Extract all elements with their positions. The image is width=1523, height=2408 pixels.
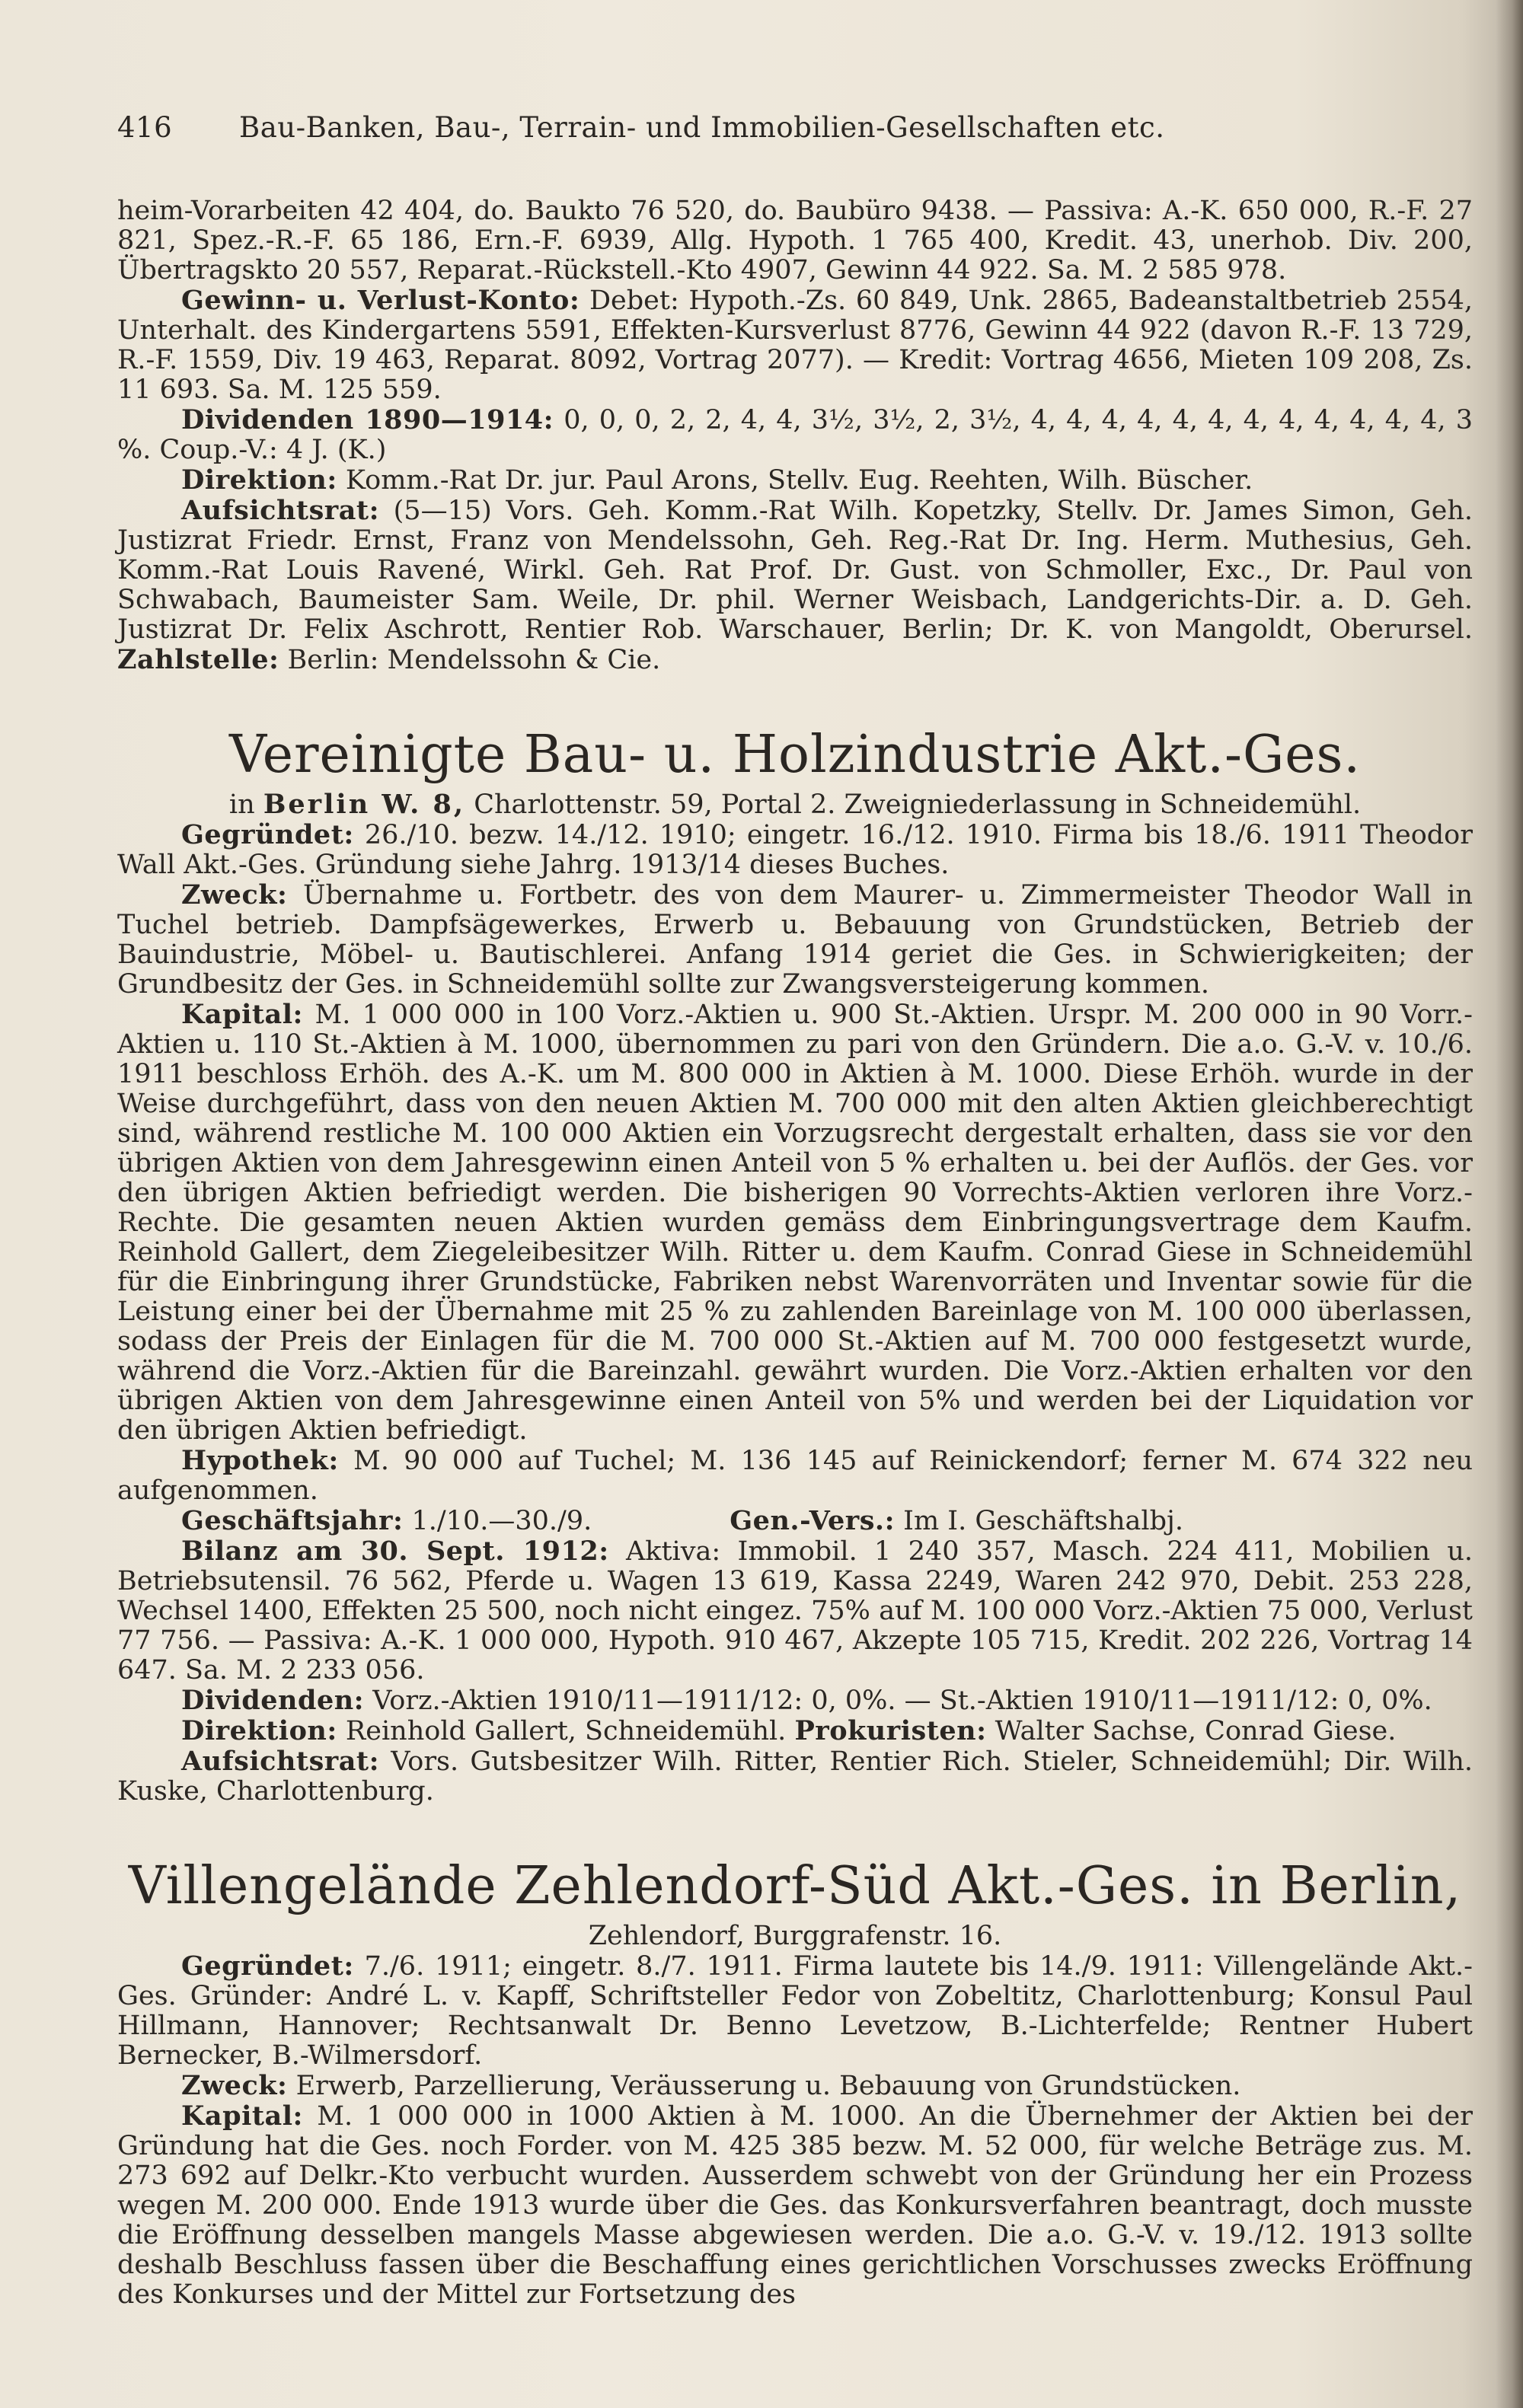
- previous-entry: [117, 196, 1473, 675]
- running-title: Bau-Banken, Bau-, Terrain- und Immobilien-Gesellschaften etc.: [239, 111, 1165, 144]
- c1-aufsichtsrat: Aufsichtsrat: Vors. Gutsbesitzer Wilh. Ritter, Rentier Rich. Stieler, Schneidemühl; Dir. Wilh. Kuske, Charlottenburg.: [117, 1746, 1473, 1807]
- page-content: [117, 105, 1473, 2310]
- prev-gewinn-verlust: Gewinn- u. Verlust-Konto: Debet: Hypoth.-Zs. 60 849, Unk. 2865, Badeanstaltbetrieb 2554, Unterhalt. des Kindergartens 5591, Effekten-Kursverlust 8776, Gewinn 44 922 (davon R.-F. 13 729, R.-F. 1559, Div. 19 463, Reparat. 8092, Vortrag 2077). — Kredit: Vortrag 4656, Mieten 109 208, Zs. 11 693. Sa. M. 125 559.: [117, 285, 1473, 405]
- c1-direktion: Direktion: Reinhold Gallert, Schneidemühl. Prokuristen: Walter Sachse, Conrad Giese.: [181, 1715, 1397, 1746]
- c1-gegruendet: Gegründet: 26./10. bezw. 14./12. 1910; eingetr. 16./12. 1910. Firma bis 18./6. 1911 Theodor Wall Akt.-Ges. Gründung siehe Jahrg. 1913/14 dieses Buches.: [117, 819, 1473, 880]
- company-2-body: [117, 1951, 1473, 2310]
- c1-zweck: Zweck: Übernahme u. Fortbetr. des von dem Maurer- u. Zimmermeister Theodor Wall in Tuchel betrieb. Dampfsägewerkes, Erwerb u. Bebauung von Grundstücken, Betrieb der Bauindustrie, Möbel- u. Bautischlerei. Anfang 1914 geriet die Ges. in Schwierigkeiten; der Grundbesitz der Ges. in Schneidemühl sollte zur Zwangsversteigerung kommen.: [117, 879, 1473, 1000]
- c2-kapital: Kapital: M. 1 000 000 in 1000 Aktien à M. 1000. An die Übernehmer der Aktien bei der Gründung hat die Ges. noch Forder. von M. 425 385 bezw. M. 52 000, für welche Beträge zus. M. 273 692 auf Delkr.-Kto verbucht wurden. Ausserdem schwebt von der Gründung her ein Prozess wegen M. 200 000. Ende 1913 wurde über die Ges. das Konkursverfahren beantragt, doch musste die Eröffnung desselben mangels Masse abgewiesen werden. Die a.o. G.-V. v. 19./12. 1913 sollte deshalb Beschluss fassen über die Beschaffung eines gerichtlichen Vorschusses zwecks Eröffnung des Konkurses und der Mittel zur Fortsetzung des: [117, 2100, 1473, 2310]
- c2-gegruendet: Gegründet: 7./6. 1911; eingetr. 8./7. 1911. Firma lautete bis 14./9. 1911: Villengelände Akt.-Ges. Gründer: André L. v. Kapff, Schriftsteller Fedor von Zobeltitz, Charlottenburg; Konsul Paul Hillmann, Hannover; Rechtsanwalt Dr. Benno Levetzow, B.-Lichterfelde; Rentner Hubert Bernecker, B.-Wilmersdorf.: [117, 1950, 1473, 2071]
- page-number: 416: [117, 111, 173, 144]
- c1-kapital: Kapital: M. 1 000 000 in 100 Vorz.-Aktien u. 900 St.-Aktien. Urspr. M. 200 000 in 90 Vorr.-Aktien u. 110 St.-Aktien à M. 1000, übernommen zu pari von den Gründern. Die a.o. G.-V. v. 10./6. 1911 beschloss Erhöh. des A.-K. um M. 800 000 in Aktien à M. 1000. Diese Erhöh. wurde in der Weise durchgeführt, dass von den neuen Aktien M. 700 000 mit den alten Aktien gleichberechtigt sind, während restliche M. 100 000 Aktien ein Vorzugsrecht dergestalt erhalten, dass sie vor den übrigen Aktien von dem Jahresgewinn einen Anteil von 5 % erhalten u. bei der Auflös. der Ges. vor den übrigen Aktien befriedigt werden. Die bisherigen 90 Vorrechts-Aktien verloren ihre Vorz.-Rechte. Die gesamten neuen Aktien wurden gemäss dem Einbringungsvertrage dem Kaufm. Reinhold Gallert, dem Ziegeleibesitzer Wilh. Ritter u. dem Kaufm. Conrad Giese in Schneidemühl für die Einbringung ihrer Grundstücke, Fabriken nebst Warenvorräten und Inventar sowie für die Leistung einer bei der Übernahme mit 25 % zu zahlenden Bareinlage von M. 100 000 überlassen, sodass der Preis der Einlagen für die M. 700 000 St.-Aktien auf M. 700 000 festgesetzt wurde, während die Vorz.-Aktien für die Bareinzahl. gewährt wurden. Die Vorz.-Aktien erhalten vor den übrigen Aktien von dem Jahresgewinne einen Anteil von 5% und werden bei der Liquidation vor den übrigen Aktien befriedigt.: [117, 999, 1473, 1446]
- prev-direktion: Direktion: Komm.-Rat Dr. jur. Paul Arons, Stellv. Eug. Reehten, Wilh. Büscher.: [181, 464, 1253, 496]
- running-head: [117, 105, 1473, 151]
- company-1-address: in Berlin W. 8, Charlottenstr. 59, Portal 2. Zweigniederlassung in Schneidemühl.: [228, 789, 1362, 820]
- c1-bilanz: Bilanz am 30. Sept. 1912: Aktiva: Immobil. 1 240 357, Masch. 224 411, Mobilien u. Betriebsutensil. 76 562, Pferde u. Wagen 13 619, Kassa 2249, Waren 242 970, Debit. 253 228, Wechsel 1400, Effekten 25 500, noch nicht eingez. 75% auf M. 100 000 Vorz.-Aktien 75 000, Verlust 77 756. — Passiva: A.-K. 1 000 000, Hypoth. 910 467, Akzepte 105 715, Kredit. 202 226, Vortrag 14 647. Sa. M. 2 233 056.: [117, 1536, 1473, 1686]
- c2-zweck: Zweck: Erwerb, Parzellierung, Veräusserung u. Bebauung von Grundstücken.: [181, 2070, 1241, 2101]
- prev-aufsichtsrat: Aufsichtsrat: (5—15) Vors. Geh. Komm.-Rat Wilh. Kopetzky, Stellv. Dr. James Simon, Geh. Justizrat Friedr. Ernst, Franz von Mendelssohn, Geh. Reg.-Rat Dr. Ing. Herm. Muthesius, Geh. Komm.-Rat Louis Ravené, Wirkl. Geh. Rat Prof. Dr. Gust. von Schmoller, Exc., Dr. Paul von Schwabach, Baumeister Sam. Weile, Dr. phil. Werner Weisbach, Landgerichts-Dir. a. D. Geh. Justizrat Dr. Felix Aschrott, Rentier Rob. Warschauer, Berlin; Dr. K. von Mangoldt, Oberursel. Zahlstelle: Berlin: Mendelssohn & Cie.: [117, 495, 1473, 675]
- prev-dividenden: Dividenden 1890—1914: 0, 0, 0, 2, 2, 4, 4, 3½, 3½, 2, 3½, 4, 4, 4, 4, 4, 4, 4, 4, 4, 4, 4, 4, 3 %. Coup.-V.: 4 J. (K.): [117, 404, 1473, 465]
- company-title-2: Villengelände Zehlendorf-Süd Akt.-Ges. in Berlin,: [128, 1856, 1462, 1916]
- c1-dividenden: Dividenden: Vorz.-Aktien 1910/11—1911/12: 0, 0%. — St.-Aktien 1910/11—1911/12: 0, 0%.: [181, 1685, 1432, 1716]
- prev-passiva: heim-Vorarbeiten 42 404, do. Baukto 76 520, do. Baubüro 9438. — Passiva: A.-K. 650 000, R.-F. 27 821, Spez.-R.-F. 65 186, Ern.-F. 6939, Allg. Hypoth. 1 765 400, Kredit. 43, unerhob. Div. 200, Übertragskto 20 557, Reparat.-Rückstell.-Kto 4907, Gewinn 44 922. Sa. M. 2 585 978.: [117, 196, 1473, 285]
- page-binding-shadow: [1496, 0, 1523, 2408]
- company-2-address: Zehlendorf, Burggrafenstr. 16.: [588, 1921, 1002, 1951]
- company-title-1: Vereinigte Bau- u. Holzindustrie Akt.-Ges.: [228, 725, 1362, 785]
- company-1-body: [117, 820, 1473, 1807]
- c1-geschaeftsjahr: Geschäftsjahr: 1./10.—30./9. Gen.-Vers.: Im I. Geschäftshalbj.: [181, 1505, 1183, 1536]
- c1-hypothek: Hypothek: M. 90 000 auf Tuchel; M. 136 145 auf Reinickendorf; ferner M. 674 322 neu aufgenommen.: [117, 1445, 1473, 1506]
